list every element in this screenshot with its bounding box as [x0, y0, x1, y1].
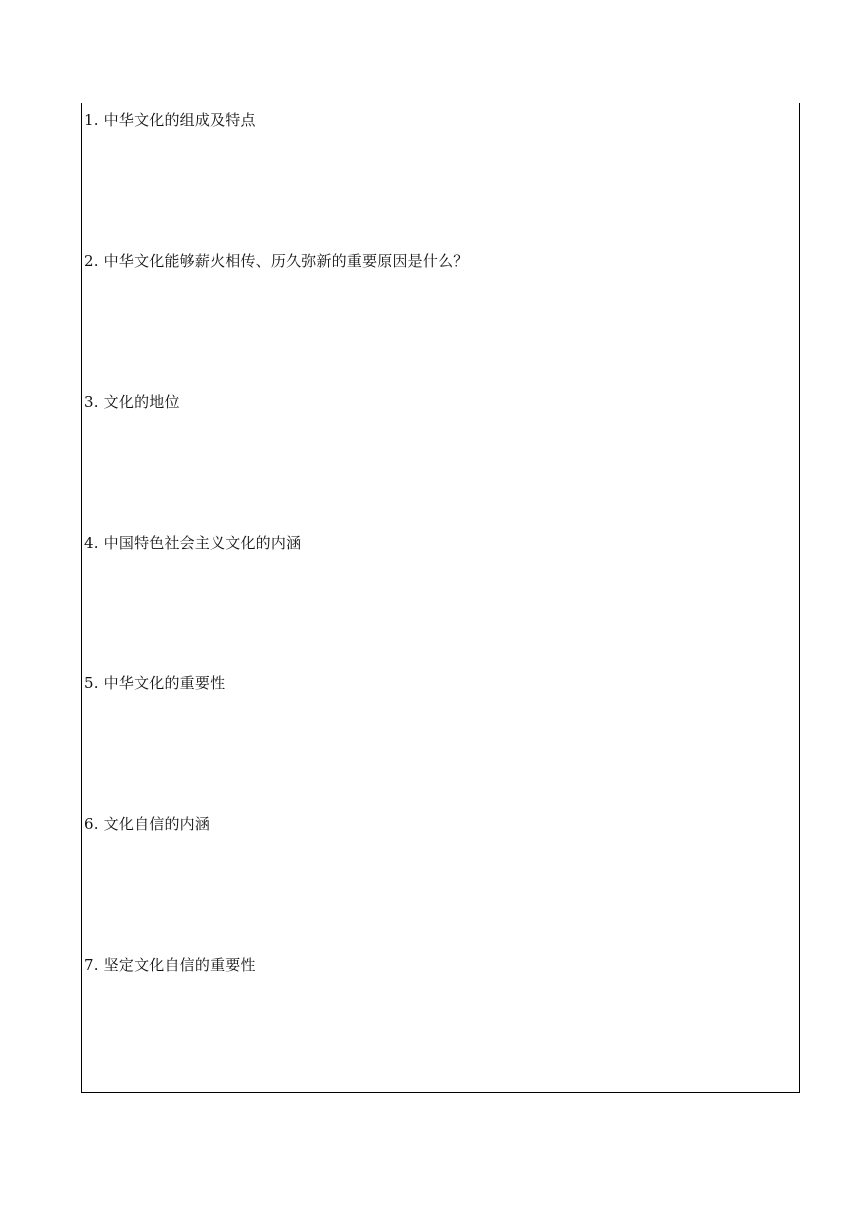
- question-4: 4. 中国特色社会主义文化的内涵: [84, 534, 302, 552]
- question-1: 1. 中华文化的组成及特点: [84, 111, 256, 129]
- question-3: 3. 文化的地位: [84, 393, 180, 411]
- question-2: 2. 中华文化能够薪火相传、历久弥新的重要原因是什么？: [84, 252, 469, 270]
- question-7: 7. 坚定文化自信的重要性: [84, 956, 256, 974]
- answer-table-box: [81, 103, 800, 1093]
- question-5: 5. 中华文化的重要性: [84, 674, 226, 692]
- question-6: 6. 文化自信的内涵: [84, 815, 211, 833]
